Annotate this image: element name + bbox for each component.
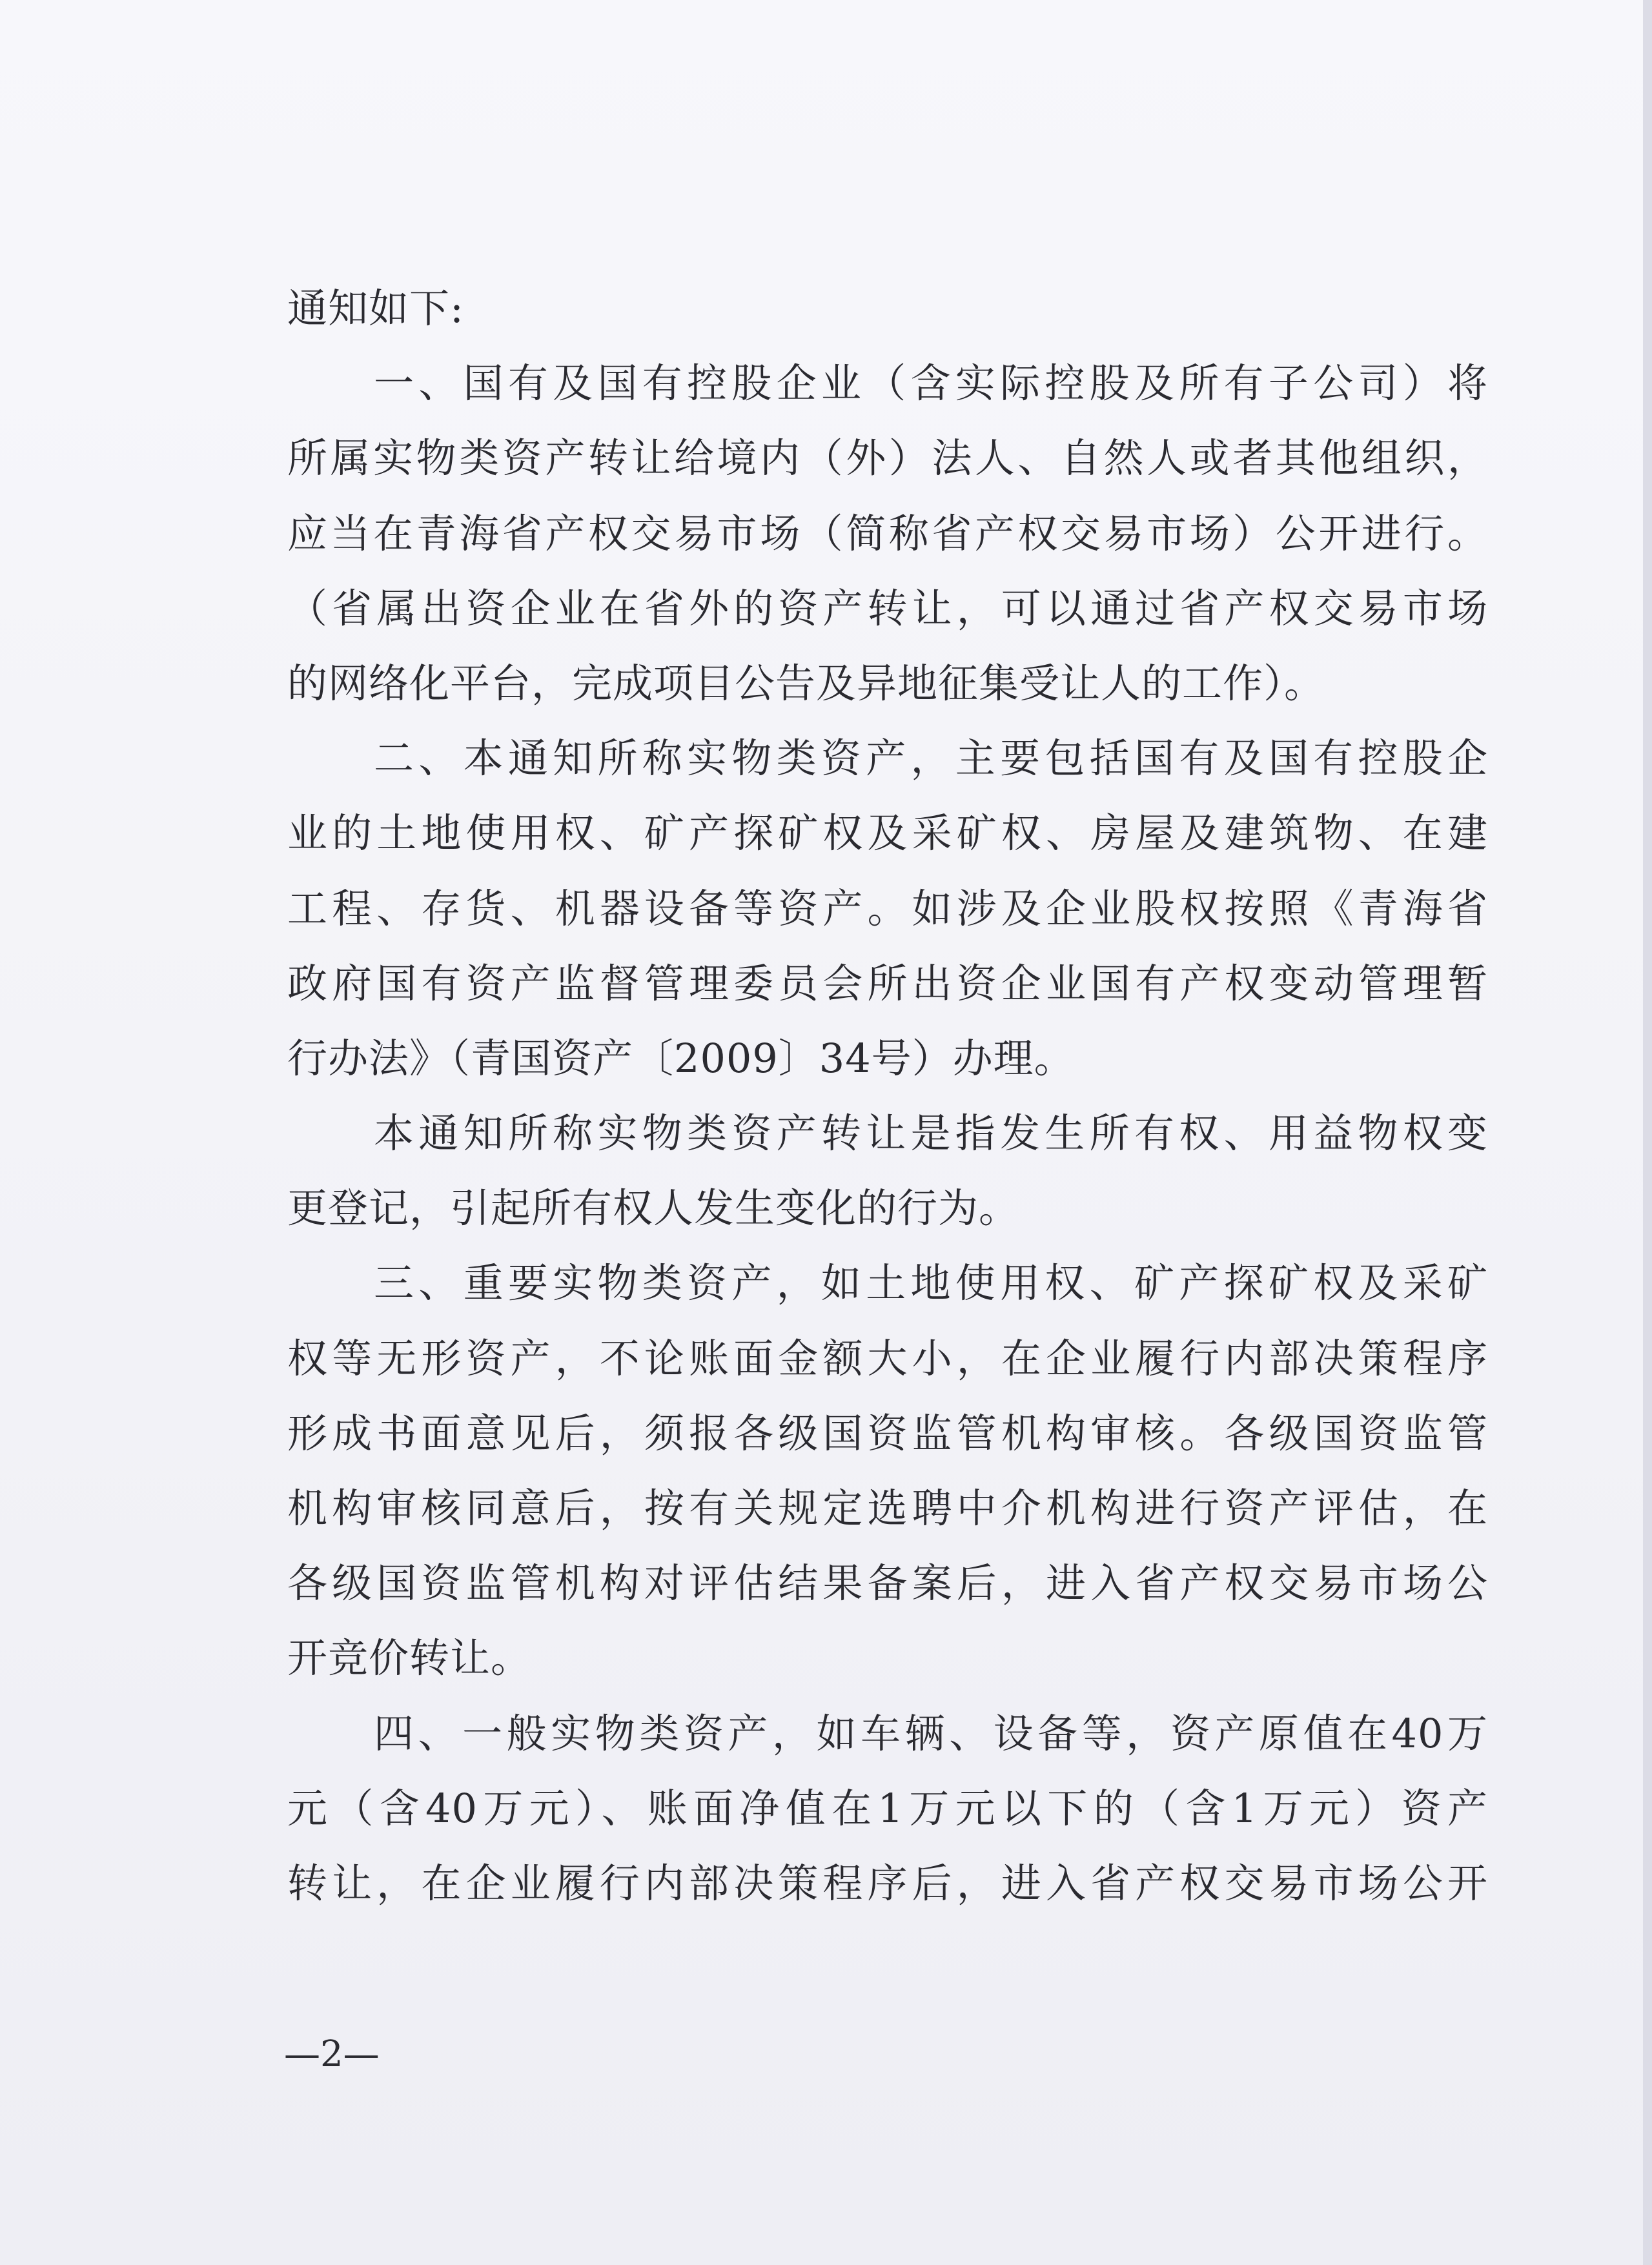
- text-line: 开竞价转让。: [287, 1634, 532, 1682]
- document-body: [287, 271, 1488, 1921]
- text-line: 二、本通知所称实物类资产，主要包括国有及国有控股企: [374, 735, 1488, 782]
- page-number: —2—: [284, 2033, 380, 2075]
- text-line: 更登记，引起所有权人发生变化的行为。: [287, 1184, 1020, 1232]
- text-line: 行办法》（青国资产〔2009〕34号）办理。: [287, 1034, 1075, 1082]
- text-line: 转让，在企业履行内部决策程序后，进入省产权交易市场公开: [287, 1859, 1488, 1907]
- text-line: （省属出资企业在省外的资产转让，可以通过省产权交易市场: [287, 584, 1488, 632]
- text-line: 通知如下:: [287, 285, 464, 332]
- text-line: 的网络化平台，完成项目公告及异地征集受让人的工作）。: [287, 659, 1325, 707]
- text-line: 机构审核同意后，按有关规定选聘中介机构进行资产评估，在: [287, 1485, 1488, 1532]
- text-line: 应当在青海省产权交易市场（简称省产权交易市场）公开进行。: [287, 509, 1488, 557]
- text-line: 一、国有及国有控股企业（含实际控股及所有子公司）将: [374, 360, 1488, 407]
- text-line: 三、重要实物类资产，如土地使用权、矿产探矿权及采矿: [374, 1259, 1488, 1307]
- text-line: 业的土地使用权、矿产探矿权及采矿权、房屋及建筑物、在建: [287, 809, 1488, 857]
- text-line: 形成书面意见后，须报各级国资监管机构审核。各级国资监管: [287, 1409, 1488, 1457]
- text-line: 所属实物类资产转让给境内（外）法人、自然人或者其他组织，: [287, 434, 1488, 482]
- text-line: 本通知所称实物类资产转让是指发生所有权、用益物权变: [374, 1110, 1488, 1157]
- text-line: 工程、存货、机器设备等资产。如涉及企业股权按照《青海省: [287, 884, 1488, 932]
- text-line: 政府国有资产监督管理委员会所出资企业国有产权变动管理暂: [287, 959, 1488, 1007]
- text-line: 各级国资监管机构对评估结果备案后，进入省产权交易市场公: [287, 1559, 1488, 1607]
- text-line: 四、一般实物类资产，如车辆、设备等，资产原值在40万: [374, 1709, 1488, 1757]
- text-line: 权等无形资产，不论账面金额大小，在企业履行内部决策程序: [287, 1334, 1488, 1382]
- text-line: 元（含40万元）、账面净值在1万元以下的（含1万元）资产: [287, 1784, 1488, 1832]
